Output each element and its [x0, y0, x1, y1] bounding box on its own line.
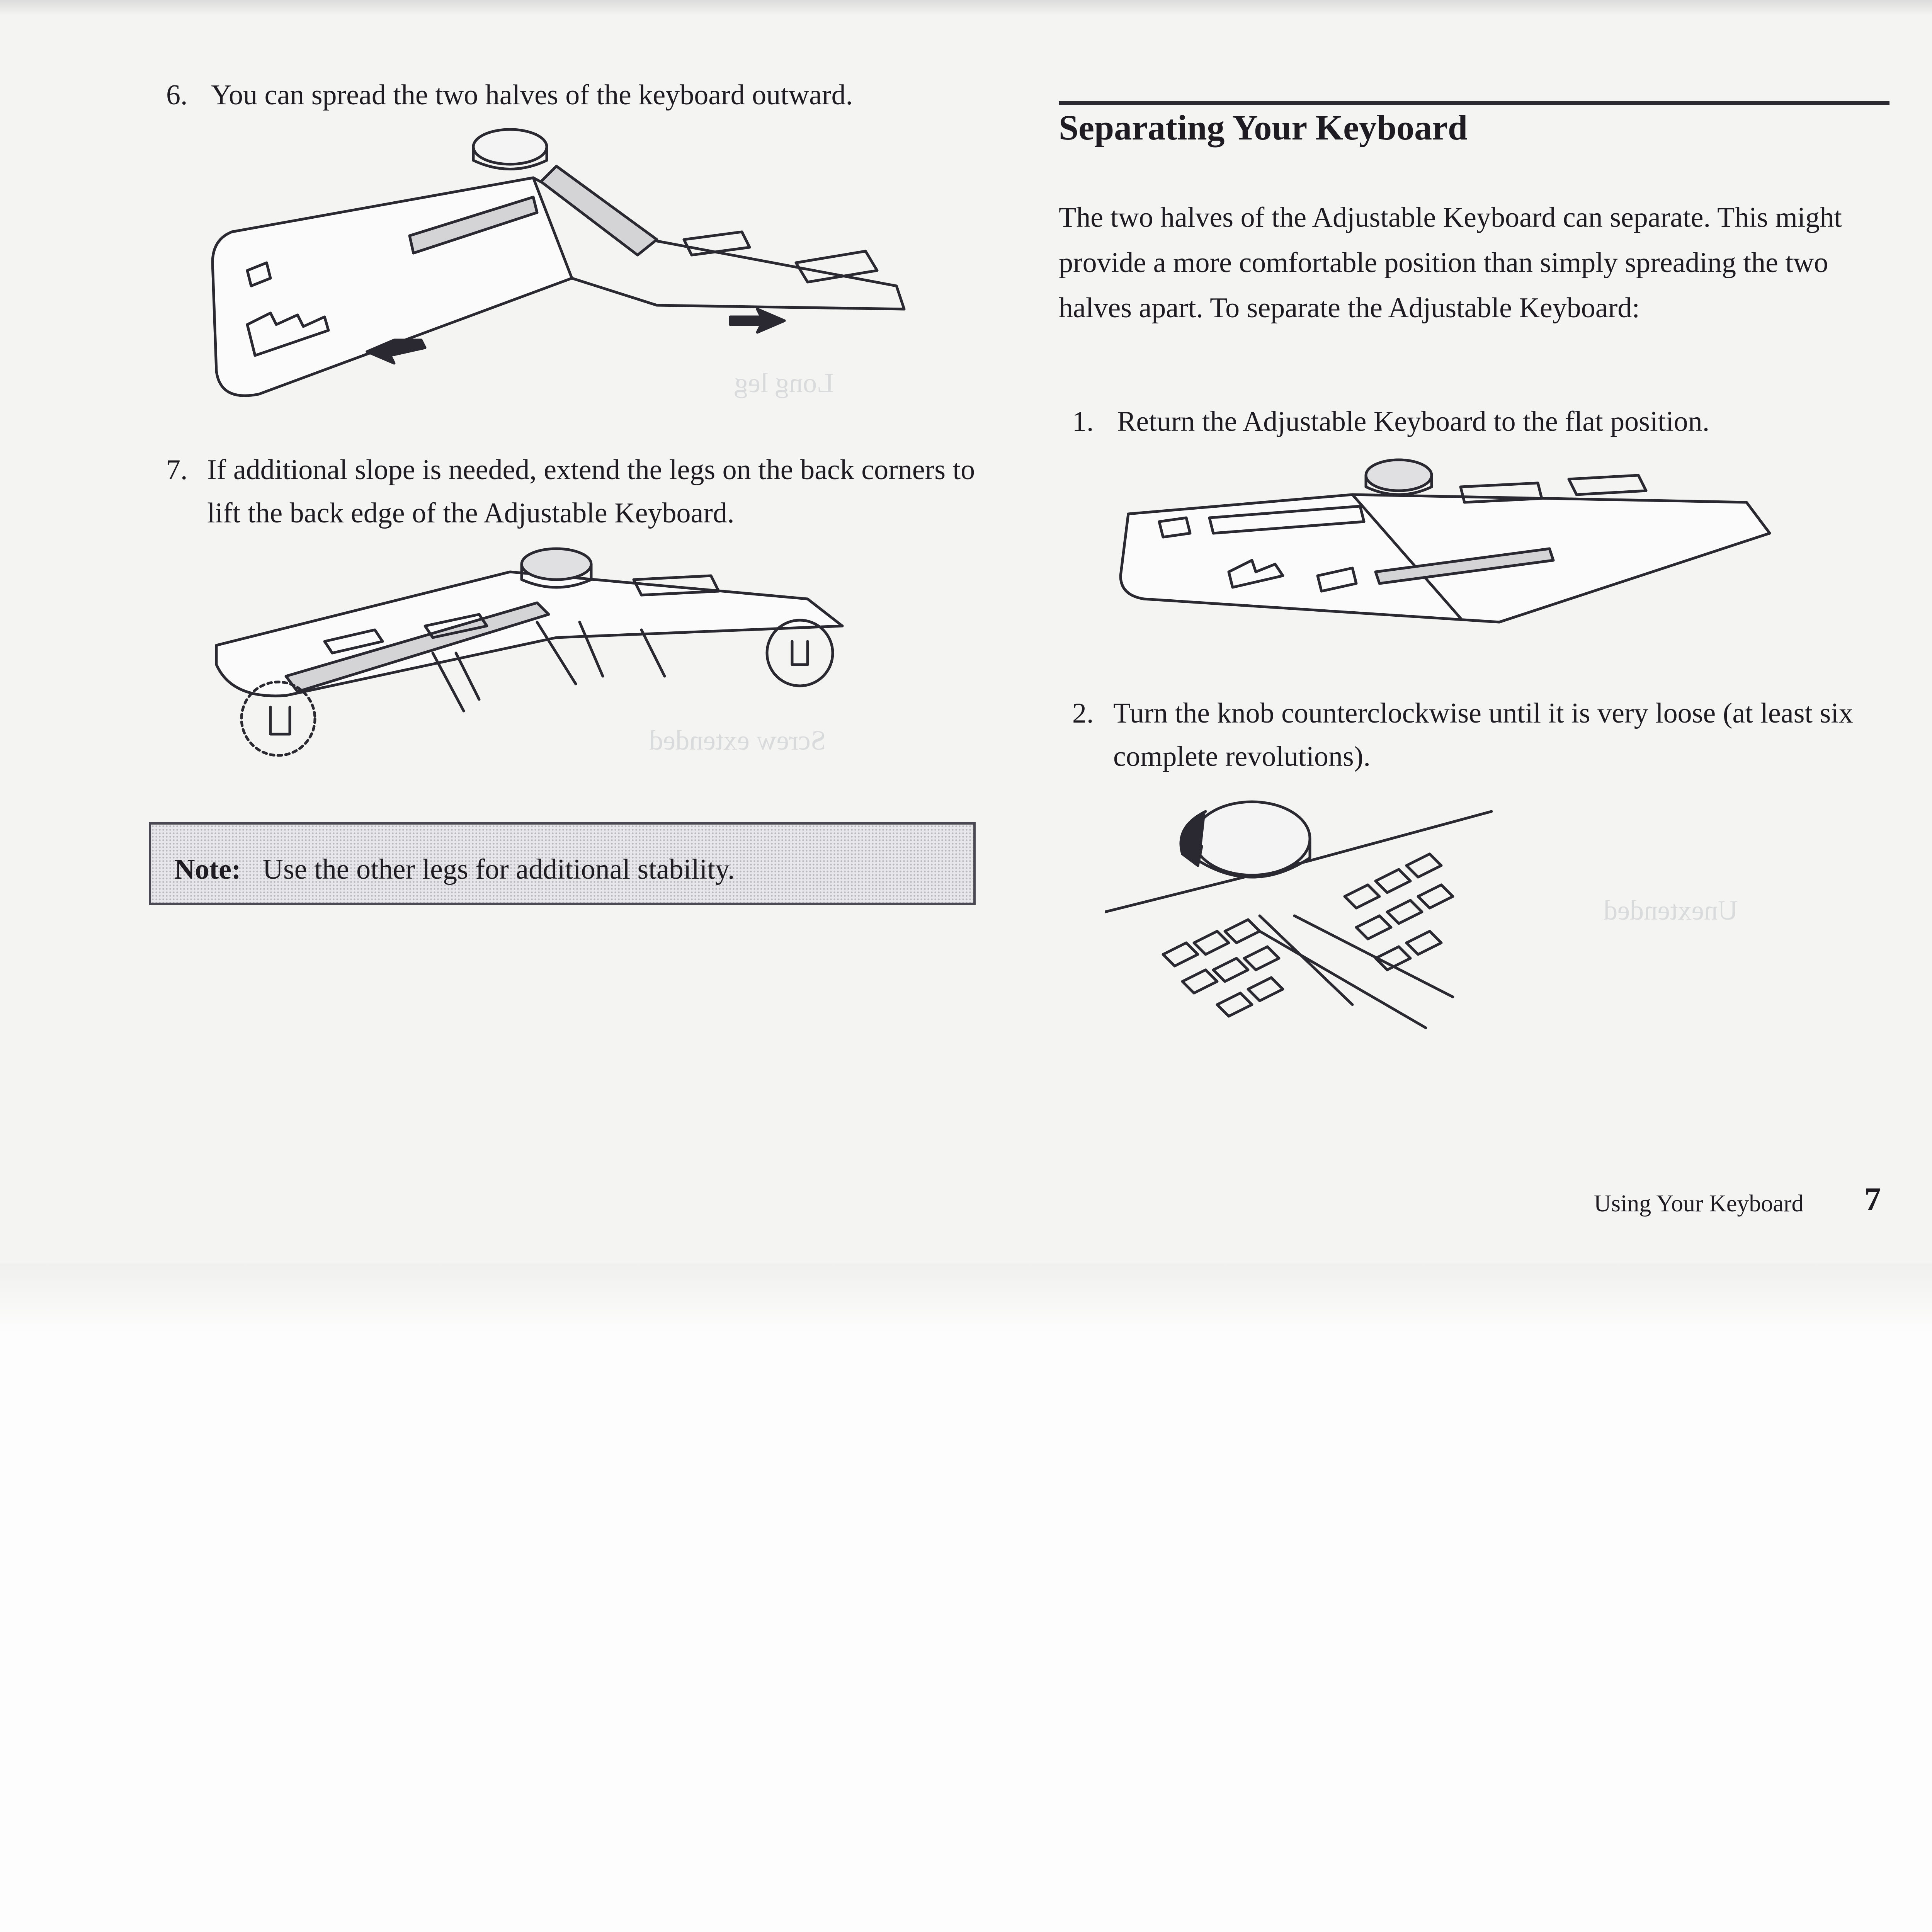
bleed-through-unextended: Unextended [1604, 895, 1738, 926]
note-body: Use the other legs for additional stability. [262, 854, 735, 885]
note-box [149, 822, 976, 905]
separate-step-1-text: Return the Adjustable Keyboard to the flat position. [1117, 406, 1710, 437]
step-7 [166, 448, 978, 535]
scan-shadow [0, 0, 1932, 15]
separate-step-2 [1072, 692, 1864, 778]
keyboard-flat-position-icon [1113, 444, 1777, 630]
step-7-number: 7. [166, 454, 188, 486]
knob-counterclockwise-icon [1105, 788, 1530, 1043]
note-text [174, 850, 735, 889]
keyboard-legs-extended-icon [209, 537, 885, 761]
page-bottom-edge [0, 1264, 1932, 1333]
separate-step-1-number: 1. [1072, 406, 1094, 437]
page-number: 7 [1864, 1180, 1881, 1218]
section-title: Separating Your Keyboard [1059, 108, 1468, 147]
step-6-number: 6. [166, 79, 188, 111]
running-footer: Using Your Keyboard [1594, 1190, 1804, 1217]
step-6-text: You can spread the two halves of the keyboard outward. [211, 79, 853, 111]
separate-step-2-number: 2. [1072, 697, 1094, 729]
step-7-text: If additional slope is needed, extend the legs on the back corners to lift the back edge of the Adjustable Keyboard. [207, 454, 975, 529]
bleed-through-screw-extended: Screw extended [649, 725, 826, 756]
separate-step-1 [1072, 400, 1884, 443]
keyboard-spread-outward-icon [209, 124, 912, 402]
intro-paragraph: The two halves of the Adjustable Keyboard can separate. This might provide a more comfortable position than simply spreading the two halves apart. To separate the Adjustable Keyboard: [1059, 202, 1842, 324]
step-6 [166, 73, 978, 117]
separate-step-2-text: Turn the knob counterclockwise until it is very loose (at least six complete revolutions). [1113, 697, 1853, 772]
note-label: Note: [174, 854, 241, 885]
bleed-through-long-leg: Long leg [734, 367, 834, 398]
